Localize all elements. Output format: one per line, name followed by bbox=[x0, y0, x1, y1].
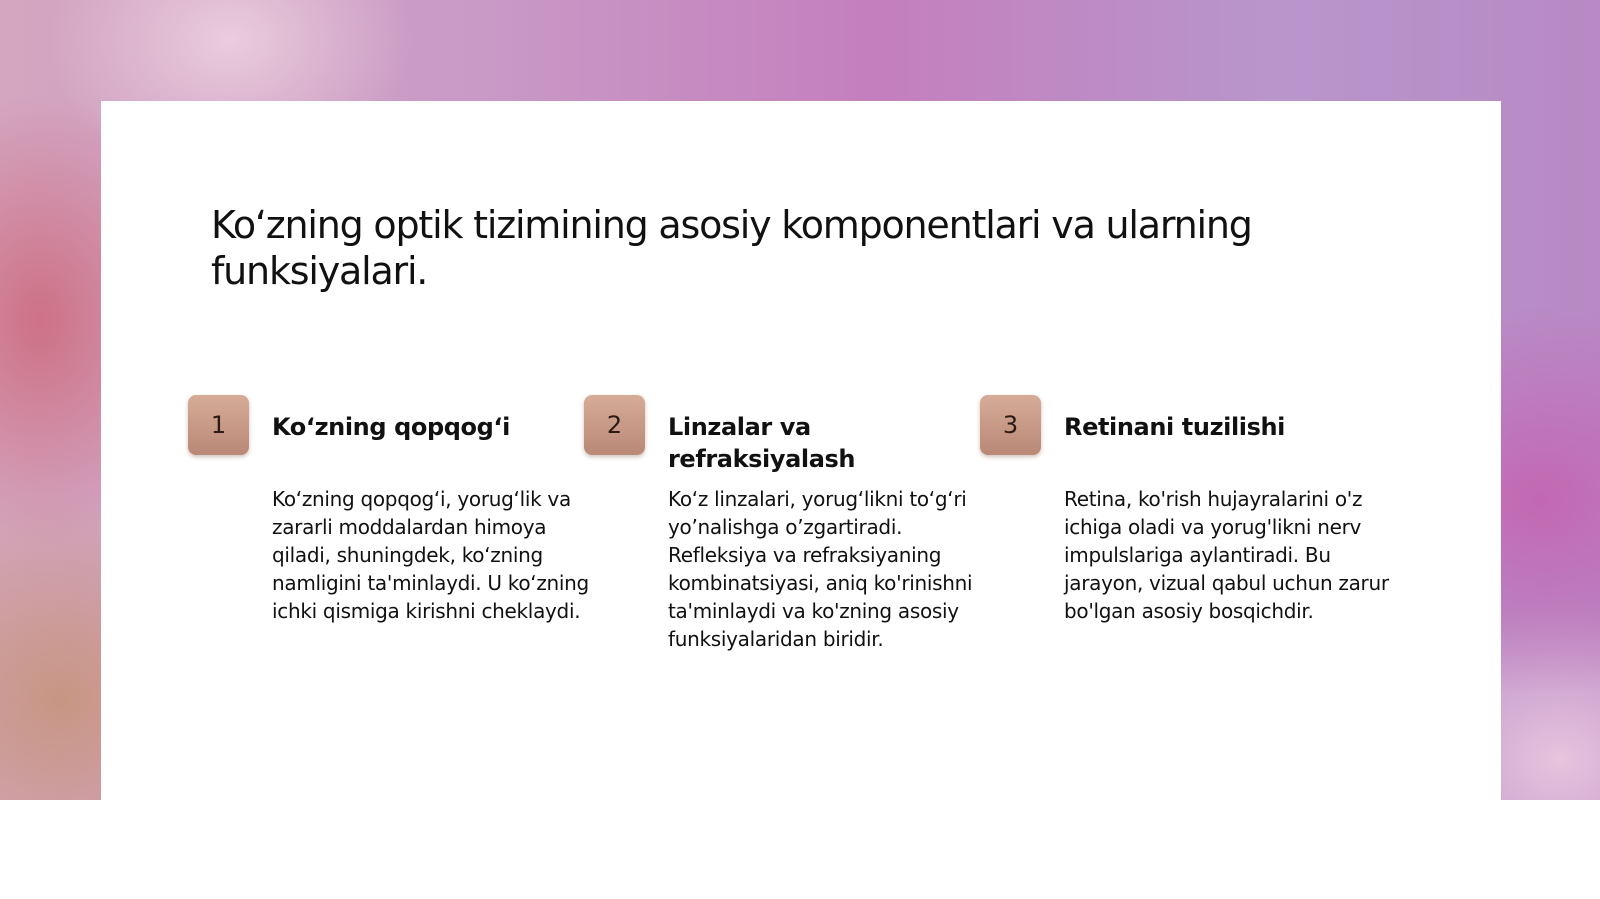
step-number-badge: 1 bbox=[188, 395, 249, 455]
step-heading: Ko‘zning qopqog‘i bbox=[272, 413, 510, 441]
step-number-badge: 2 bbox=[584, 395, 645, 455]
step-heading: Linzalar va refraksiyalash bbox=[668, 413, 856, 473]
step-description: Ko‘zning qopqog‘i, yorug‘lik va zararli moddalardan himoya qiladi, shuningdek, ko‘zning namligini ta'minlaydi. U ko‘zning ichki qismiga kirishni cheklaydi. bbox=[272, 487, 589, 623]
step-number-badge: 3 bbox=[980, 395, 1041, 455]
step-description: Retina, ko'rish hujayralarini o'z ichiga oladi va yorug'likni nerv impulslariga aylantiradi. Bu jarayon, vizual qabul uchun zarur bo'lgan asosiy bosqichdir. bbox=[1064, 487, 1389, 623]
step-heading: Retinani tuzilishi bbox=[1064, 413, 1286, 441]
step-description: Ko‘z linzalari, yorug‘likni to‘g‘ri yo’nalishga o’zgartiradi. Refleksiya va refraksiyaning kombinatsiyasi, aniq ko'rinishni ta'minlaydi va ko'zning asosiy funksiyalaridan biridir. bbox=[668, 487, 973, 651]
slide-title: Ko‘zning optik tizimining asosiy komponentlari va ularning funksiyalari. bbox=[211, 203, 1252, 293]
